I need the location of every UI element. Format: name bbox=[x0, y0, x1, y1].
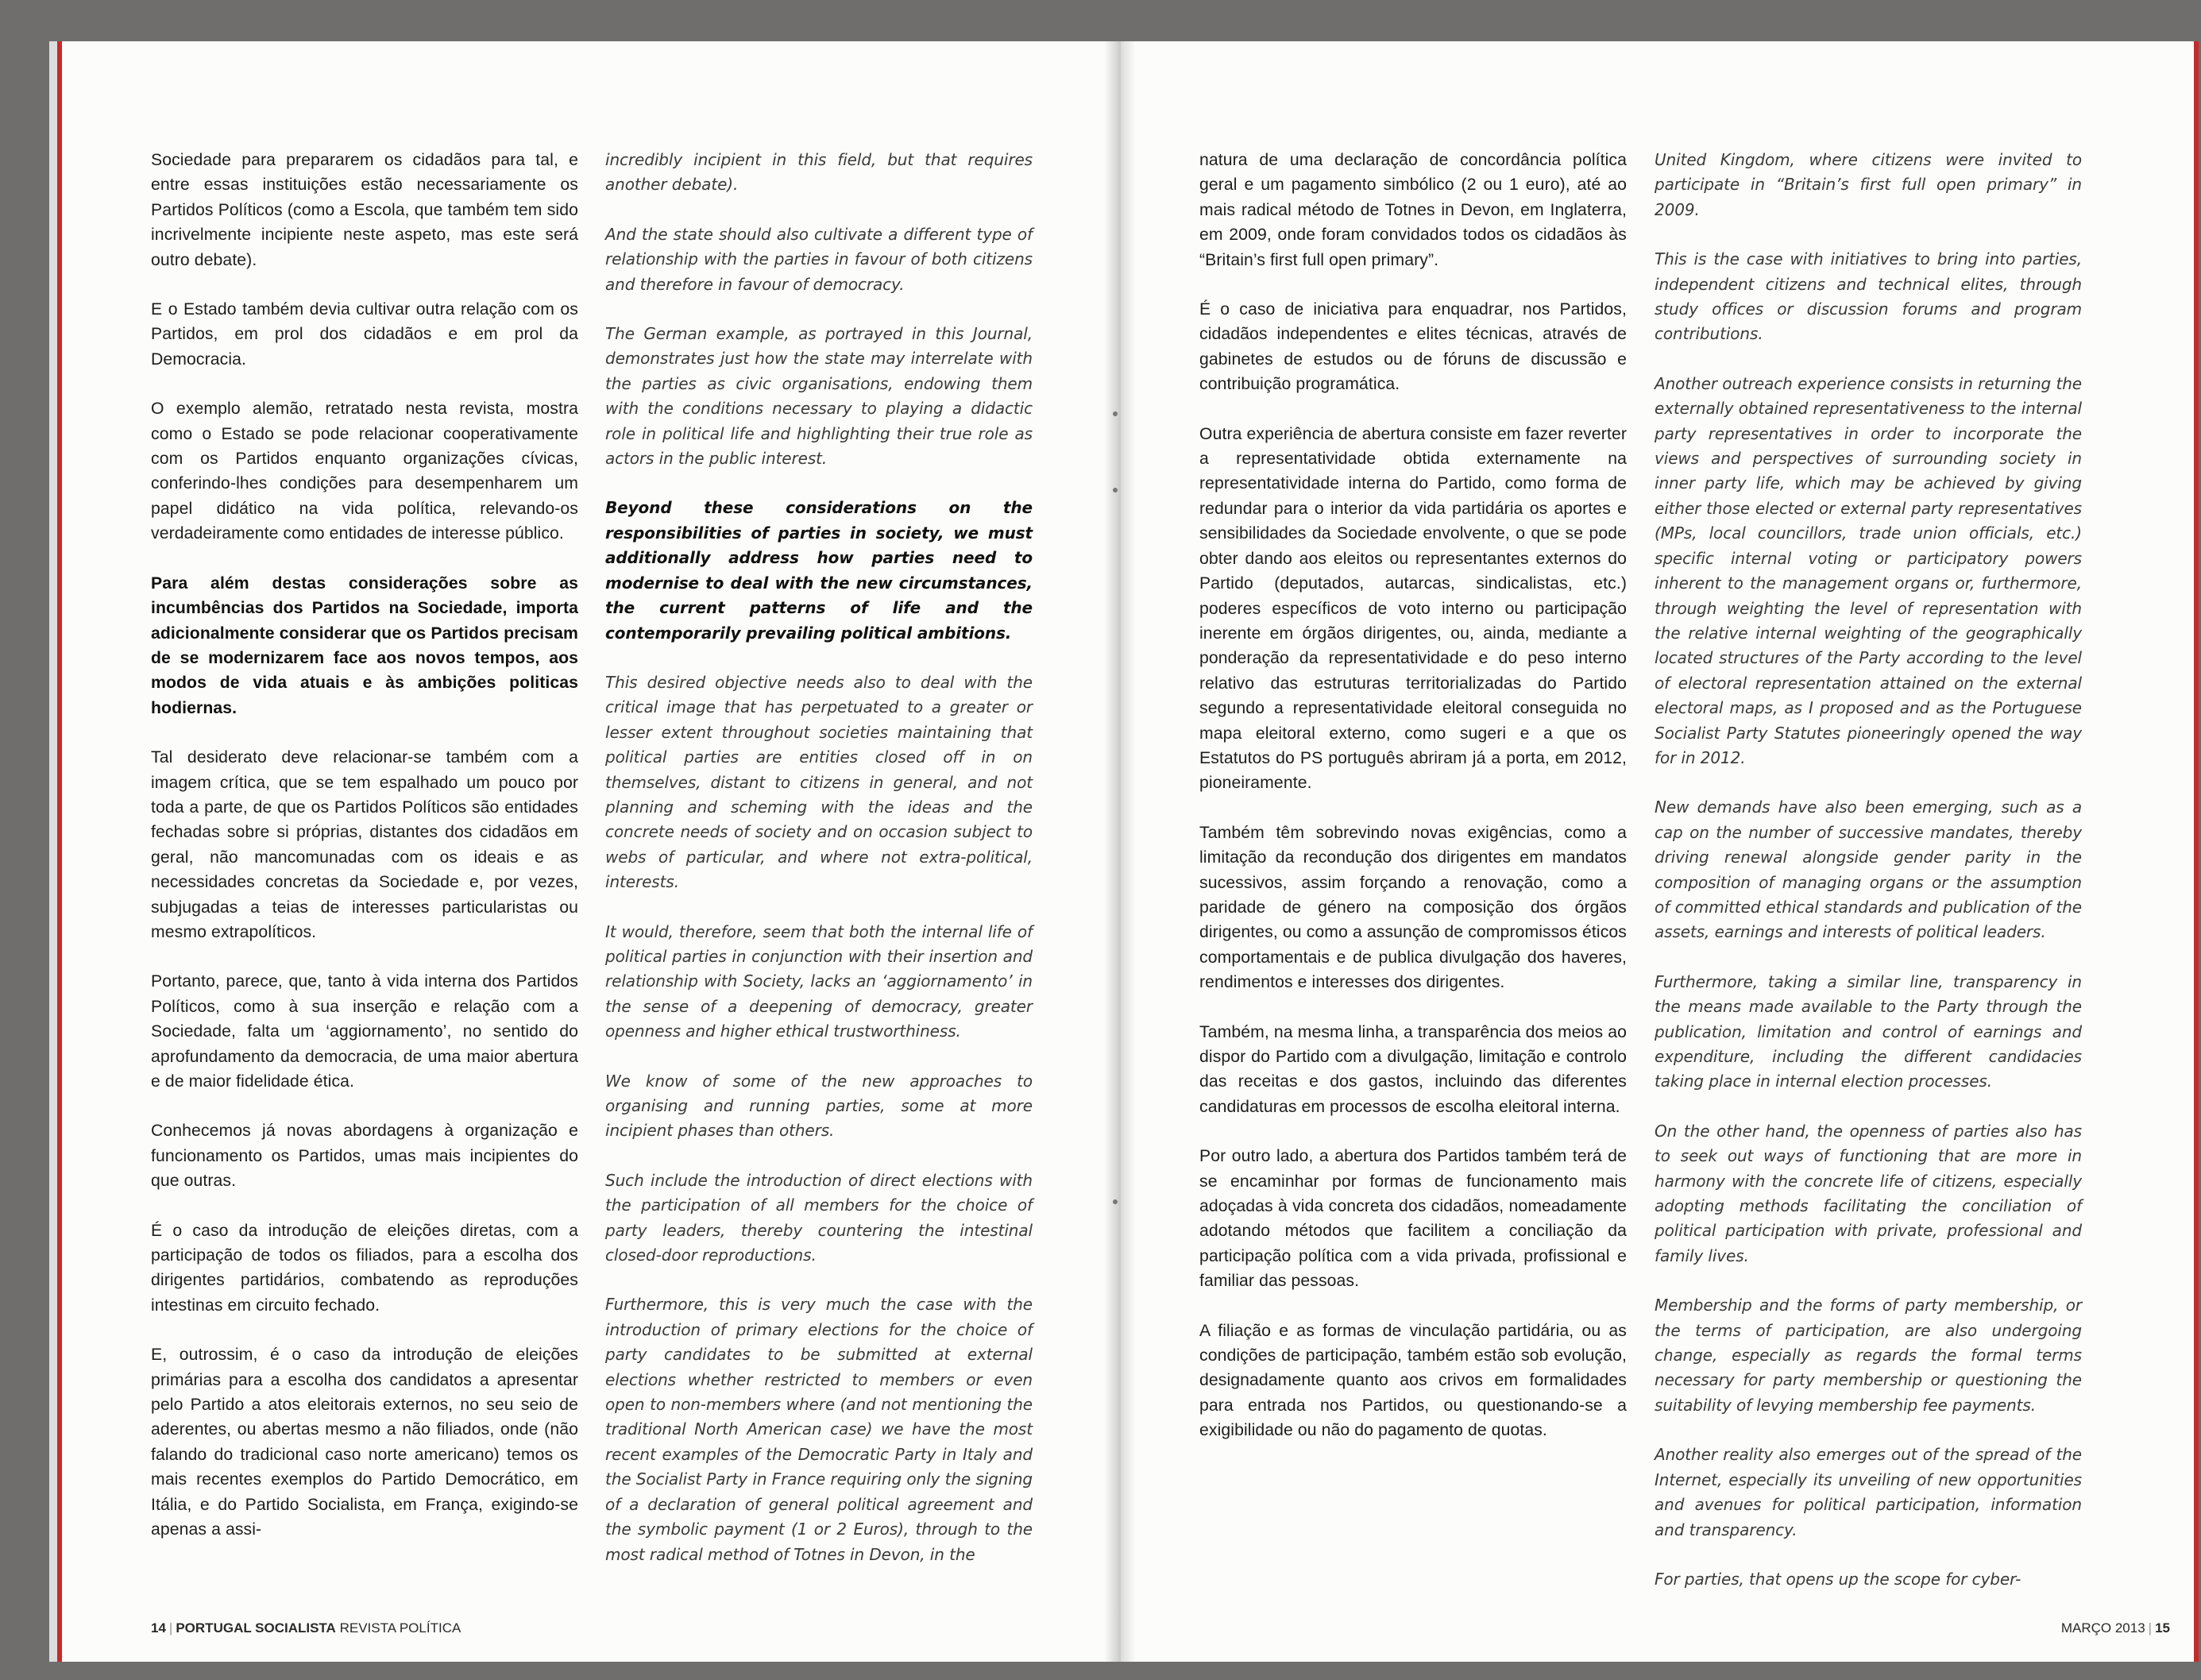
staple-mark bbox=[1113, 411, 1118, 416]
paragraph: Conhecemos já novas abordagens à organização e funcionamento os Partidos, umas mais incipientes do que outras. bbox=[151, 1122, 578, 1191]
paragraph: Também têm sobrevindo novas exigências, como a limitação da recondução dos dirigentes em mandatos sucessivos, assim forçando a renovação, como a paridade de género na composição dos órgãos dirigentes, ou como a assunção de compromissos éticos comportamentais e de publica divulgação dos haveres, rendimentos e interesses dos dirigentes. bbox=[1199, 823, 1627, 992]
paragraph: United Kingdom, where citizens were invited to participate in “Britain’s first full open primary” in 2009. bbox=[1655, 150, 2082, 219]
spine-gutter bbox=[1104, 41, 1136, 1662]
paragraph: Another outreach experience consists in returning the externally obtained representativeness to the internal party representatives in order to incorporate the views and perspectives of surrounding society in inner party life, which may be achieved by giving either those elected or external party representatives (MPs, local councillors, trade union officials, etc.) specific internal voting or participatory powers inherent to the management organs or, furthermore, through weighting the level of representation with the relative internal weighting of the geographically located structures of the Party according to the level of electoral representation attained on the external electoral maps, as I proposed and as the Portuguese Socialist Party Statutes pioneeringly opened the way for in 2012. bbox=[1655, 373, 2082, 767]
paragraph: This desired objective needs also to deal with the critical image that has perpetuated to a greater or lesser extent throughout societies maintaining that political parties are entities closed off in on themselves, distant to citizens in general, and not planning and scheming with the ideas and the concrete needs of society and on occasion subject to webs of particular, and where not extra-political, interests. bbox=[605, 672, 1033, 892]
left-column-portuguese bbox=[151, 148, 578, 1567]
paragraph: É o caso da introdução de eleições diretas, com a participação de todos os filiados, para a escolha dos dirigentes partidários, combatendo as reproduções intestinas em circuito fechado. bbox=[151, 1221, 578, 1315]
paragraph: It would, therefore, seem that both the internal life of political parties in conjunction with their insertion and relationship with Society, lacks an ‘aggiornamento’ in the sense of a deepening of democracy, greater openness and higher ethical trustworthiness. bbox=[605, 921, 1033, 1041]
paragraph: New demands have also been emerging, such as a cap on the number of successive mandates, thereby driving renewal alongside gender parity in the composition of managing organs or the assumption of committed ethical standards and publication of the assets, earnings and interests of political leaders. bbox=[1655, 798, 2082, 942]
paragraph: incredibly incipient in this field, but that requires another debate). bbox=[605, 150, 1033, 195]
right-page bbox=[1116, 41, 2199, 1662]
paragraph: Furthermore, this is very much the case with the introduction of primary elections for the choice of party candidates to be submitted at external elections whether restricted to members or even open to non-members where (and not mentioning the traditional North American case) we have the most recent examples of the Democratic Party in Italy and the Socialist Party in France requiring only the signing of a declaration of general political agreement and the symbolic payment (1 or 2 Euros), through to the most radical method of Totnes in Devon, in the bbox=[605, 1295, 1033, 1564]
magazine-section: REVISTA POLÍTICA bbox=[339, 1620, 461, 1636]
bold-paragraph: Para além destas considerações sobre as incumbências dos Partidos na Sociedade, importa adicionalmente considerar que os Partidos precisam de se modernizarem face aos novos tempos, aos modos de vida atuais e às ambições politicas hodiernas. bbox=[151, 574, 578, 717]
right-column-english bbox=[1655, 148, 2082, 1616]
page-number: 15 bbox=[2155, 1620, 2170, 1636]
paragraph: This is the case with initiatives to bring into parties, independent citizens and technical elites, through study offices or discussion forums and program contributions. bbox=[1655, 249, 2082, 344]
right-page-footer: MARÇO 2013 | 15 bbox=[2060, 1620, 2170, 1636]
left-page-footer: 14 | PORTUGAL SOCIALISTA REVISTA POLÍTICA bbox=[151, 1620, 461, 1636]
paragraph: Portanto, parece, que, tanto à vida interna dos Partidos Políticos, como à sua inserção e relação com a Sociedade, falta um ‘aggiornamento’, no sentido do aprofundamento da democracia, de uma maior abertura e de maior fidelidade ética. bbox=[151, 972, 578, 1091]
magazine-brand: PORTUGAL SOCIALISTA bbox=[176, 1620, 336, 1636]
left-page bbox=[57, 41, 1121, 1662]
page-number: 14 bbox=[151, 1620, 166, 1636]
right-column-portuguese bbox=[1199, 148, 1627, 1468]
left-column-english bbox=[605, 148, 1033, 1592]
paragraph: Sociedade para prepararem os cidadãos para tal, e entre essas instituições estão necessariamente os Partidos Políticos (como a Escola, que também tem sido incrivelmente incipiente neste aspeto, mas este será outro debate). bbox=[151, 151, 578, 269]
paragraph: Por outro lado, a abertura dos Partidos também terá de se encaminhar por formas de funcionamento mais adoçadas à vida concreta dos cidadãos, nomeadamente adotando métodos que facilitem a conciliação da participação política com a vida privada, profissional e familiar das pessoas. bbox=[1199, 1147, 1627, 1291]
paragraph: Another reality also emerges out of the spread of the Internet, especially its unveiling of new opportunities and avenues for political participation, information and transparency. bbox=[1655, 1445, 2082, 1539]
paragraph: Outra experiência de abertura consiste em fazer reverter a representatividade obtida externamente na representatividade interna do Partido, como forma de redundar para o interior da vida partidária os aportes e sensibilidades da Sociedade envolvente, o que se pode obter dando aos eleitos ou representantes externos do Partido (deputados, autarcas, sindicalistas, etc.) poderes específicos de voto interno ou participação inerente em órgãos dirigentes, ou, ainda, mediante a ponderação da representatividade e do peso interno relativo das estruturas territorializadas do Partido segundo a representatividade eleitoral conseguida no mapa eleitoral externo, como sugeri e a que os Estatutos do PS português abriram já a porta, em 2012, pioneiramente. bbox=[1199, 424, 1627, 793]
paragraph: Membership and the forms of party membership, or the terms of participation, are also undergoing change, especially as regards the formal terms necessary for party membership or questioning the suitability of levying membership fee payments. bbox=[1655, 1296, 2082, 1415]
staple-mark bbox=[1113, 1199, 1118, 1204]
paragraph: The German example, as portrayed in this Journal, demonstrates just how the state may interrelate with the parties as civic organisations, endowing them with the conditions necessary to playing a didactic role in political life and highlighting their true role as actors in the public interest. bbox=[605, 324, 1033, 469]
paragraph: Também, na mesma linha, a transparência dos meios ao dispor do Partido com a divulgação, limitação e controlo das receitas e dos gastos, incluindo das diferentes candidaturas em processos de escolha eleitoral interna. bbox=[1199, 1022, 1627, 1116]
paragraph: Furthermore, taking a similar line, transparency in the means made available to the Party through the publication, limitation and control of earnings and expenditure, including the different candidacies taking place in internal election processes. bbox=[1655, 971, 2082, 1091]
paragraph: E o Estado também devia cultivar outra relação com os Partidos, em prol dos cidadãos e em prol da Democracia. bbox=[151, 300, 578, 369]
paragraph: natura de uma declaração de concordância política geral e um pagamento simbólico (2 ou 1 euro), até ao mais radical método de Totnes in Devon, em Inglaterra, em 2009, onde foram convidados todos os cidadãos às “Britain’s first full open primary”. bbox=[1199, 151, 1627, 269]
paragraph: For parties, that opens up the scope for cyber- bbox=[1655, 1569, 2021, 1589]
staple-mark bbox=[1113, 488, 1118, 492]
paragraph: Tal desiderato deve relacionar-se também com a imagem crítica, que se tem espalhado um pouco por toda a parte, de que os Partidos Políticos são entidades fechadas sobre si próprias, distantes dos cidadãos em geral, não mancomunadas com os ideais e as necessidades concretas da Sociedade e, por vezes, subjugadas a teias de interesses particularistas ou mesmo extrapolíticos. bbox=[151, 748, 578, 941]
paragraph: Such include the introduction of direct elections with the participation of all members for the choice of party leaders, thereby countering the intestinal closed-door reproductions. bbox=[605, 1170, 1033, 1265]
issue-date: MARÇO 2013 bbox=[2060, 1620, 2145, 1636]
paragraph: E, outrossim, é o caso da introdução de eleições primárias para a escolha dos candidatos a apresentar pelo Partido a atos eleitorais externos, no seu seio de aderentes, ou abertas mesmo a não filiados, onde (não falando do tradicional caso norte americano) temos os mais recentes exemplos do Partido Democrático, em Itália, e do Partido Socialista, em França, exigindo-se apenas a assi- bbox=[151, 1346, 578, 1539]
magazine-spread bbox=[57, 41, 2194, 1662]
paragraph: And the state should also cultivate a different type of relationship with the parties in favour of both citizens and therefore in favour of democracy. bbox=[605, 224, 1033, 294]
bold-paragraph: Beyond these considerations on the responsibilities of parties in society, we must additionally address how parties need to modernise to deal with the new circumstances, the current patterns of life and the contemporarily prevailing political ambitions. bbox=[605, 498, 1033, 643]
paragraph: On the other hand, the openness of parties also has to seek out ways of functioning that are more in harmony with the concrete life of citizens, especially adopting methods facilitating the conciliation of political participation with private, professional and family lives. bbox=[1655, 1121, 2082, 1265]
paragraph: We know of some of the new approaches to organising and running parties, some at more incipient phases than others. bbox=[605, 1071, 1033, 1141]
paragraph: É o caso de iniciativa para enquadrar, nos Partidos, cidadãos independentes e elites técnicas, através de gabinetes de estudos ou de fóruns de discussão e contribuição programática. bbox=[1199, 300, 1627, 394]
paragraph: O exemplo alemão, retratado nesta revista, mostra como o Estado se pode relacionar cooperativamente com os Partidos enquanto organizações cívicas, conferindo-lhes condições para desempenharem um papel didático na vida política, relevando-os verdadeiramente como entidades de interesse público. bbox=[151, 400, 578, 543]
paragraph: A filiação e as formas de vinculação partidária, ou as condições de participação, também estão sob evolução, designadamente quanto aos crivos em formalidades para entrada nos Partidos, ou questionando-se a exigibilidade ou não do pagamento de quotas. bbox=[1199, 1321, 1627, 1440]
